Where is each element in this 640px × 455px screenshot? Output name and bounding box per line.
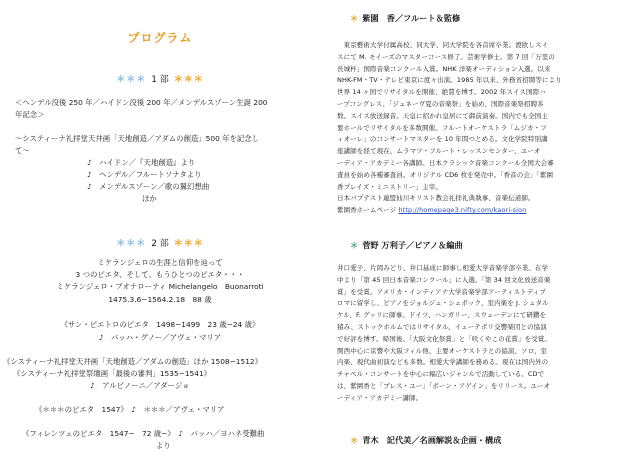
part1-stars-left: ＊＊＊ (116, 75, 147, 85)
bio-line: で好評を博す。帰国後、「大阪文化祭賞」と「咲くやこの花賞」を受賞。 (337, 334, 552, 343)
part2-line: 《サン・ピエトロのピエタ 1498−1499 23 歳−24 歳》 (60, 320, 260, 329)
bio-line: ープコングレス、「ジュネーヴ夏の音楽祭」を始め、国際音楽祭招聘多 (337, 99, 544, 108)
bio-line: 賞」を受賞。アメリカ・インディアナ大学音楽学部アーティストディプ (337, 287, 546, 296)
program-title: プログラム (127, 31, 193, 45)
profile-heading-text: 紫園 香／フルート＆監修 (362, 13, 461, 23)
homepage-link[interactable]: http://homepage3.nifty.com/kaori-sion (398, 206, 527, 215)
part1-line: て〜 (15, 146, 30, 155)
profile-heading-text: 青木 記代美／名画解説＆企画・構成 (362, 435, 502, 445)
bio-line: 要ホールでリサイタルを多数開催。フルートオーケストラ「ムジカ・フ (337, 123, 547, 132)
star-icon: ＊ (350, 435, 359, 445)
part2-stars-left: ＊＊＊ (116, 239, 147, 249)
part2-line: ミケランジェロの生涯と信仰を辿って (97, 258, 223, 267)
profile-heading-kanno (350, 240, 463, 251)
part2-line: 1475.3.6−1564.2.18 88 歳 (108, 295, 212, 304)
bio-line: チャペル・コンサートを中心に幅広いジャンルで活動している。CDで (337, 370, 545, 379)
part2-line: ♪ アルビノーニ／アダージョ (90, 381, 190, 390)
part1-label: 1 部 (151, 75, 169, 85)
bio-line: 関西中心に京響や大阪フィル他、主要オーケストラとの協演、ソロ、室 (337, 346, 548, 355)
part2-stars-right: ＊＊＊ (173, 239, 204, 249)
star-icon: ＊ (350, 240, 359, 250)
bio-line: 内楽、現代曲初演なども多数。相愛大学講師を務める。現在は国内外の (337, 358, 549, 367)
part2-label: 2 部 (151, 239, 169, 249)
homepage-label: 紫園香ホームページ (337, 206, 397, 215)
profile-bio-sion (337, 40, 637, 217)
part1-line: 〜システィーナ礼拝堂天井画「天地創造／アダムの創造」500 年を記念し (15, 134, 260, 143)
part2-heading (0, 236, 320, 249)
part1-line: ♪ メンデルスゾーン／歌の翼幻想曲 (87, 182, 210, 191)
star-icon: ＊ (350, 13, 359, 23)
bio-line: 中より「第 45 回日本音楽コンクール」に入選。「第 34 回文化放送音楽 (337, 275, 551, 284)
right-page (320, 0, 640, 455)
profile-heading-aoki (350, 435, 501, 446)
part1-line: ＜ヘンデル没後 250 年／ハイドン没後 200 年／メンデルスゾーン生誕 200 (15, 98, 268, 107)
bio-line: 香プレイズ・ミニストリー」主宰。 (337, 182, 442, 191)
part2-line: 《システィーナ礼拝堂天井画「天地創造／アダムの創造」ほか 1508−1512》 (3, 357, 263, 366)
part2-line: ♪ バッハ・グノー／アヴェ・マリア (98, 333, 222, 342)
bio-line: 査員を始め各種審査員。オリジナル CD6 枚を発売中。「香音の会」「紫園 (337, 170, 554, 179)
bio-line: ロマに留学し、ピアノをジョルジュ・シェボック、室内楽を J. シュタル (337, 299, 549, 308)
part1-line: ♪ ヘンデル／フルートソナタより (87, 170, 202, 179)
profile-heading-sion (350, 13, 460, 24)
bio-line: 積み、ストックホルムではリサイタル、イェーテボリ交響楽団との協演 (337, 322, 547, 331)
part2-line: 《システィーナ礼拝堂祭壇画「最後の審判」1535−1541》 (13, 369, 212, 378)
part2-line: ミケランジェロ・ブオナローティ Michelangelo Buonarroti (56, 282, 264, 291)
part1-heading (0, 72, 320, 85)
bio-line: ィオーレ」のコンサートマスターを 10 年間つとめる。文化学院特別講 (337, 135, 548, 144)
bio-line: ーディア・アカデミー講師。 (337, 393, 423, 402)
bio-line: 井口愛子、片岡みどり、井口基成に師事し相愛大学音楽学部卒業。在学 (337, 264, 549, 272)
bio-line: 座講師を経て現在、ムラマツ・フルート・レッスンセンター、ユーオ (337, 147, 541, 156)
part1-stars-right: ＊＊＊ (173, 75, 204, 85)
part1-line: ほか (142, 194, 157, 203)
bio-line: ーディア・アカデミー各講師。日本クラシック音楽コンクール全国大会審 (337, 158, 554, 167)
profile-heading-text: 菅野 万利子／ピアノ＆編曲 (362, 240, 463, 250)
bio-line: 日本バプテスト連盟仙川キリスト教会礼拝礼典執事、音楽伝道師。 (337, 194, 535, 203)
bio-line: ケル、F. グッリに師事。ドイツ、ハンガリー、スウェーデンにて研鑽を (337, 311, 547, 320)
part2-line: 《フィレンツェのピエタ 1547− 72 歳−》 ♪ バッハ／ヨハネ受難曲 (22, 429, 265, 438)
bio-line: 数。スイス放送録音。天皇に招かれ皇居にて御前演奏。国内でも全国主 (337, 111, 549, 120)
bio-line: スにて M. モイーズのマスターコース修了。芸術学修士。第 7 回「万里の (337, 52, 555, 61)
bio-line: 長城杯」国際音楽コンクール入賞。NHK 洋楽オーディション入選。以来 (337, 64, 551, 73)
profile-bio-kanno (337, 263, 637, 405)
part2-line: 3 つのピエタ、そして、もうひとつのピエタ・・・ (75, 270, 245, 279)
bio-line: は、紫園香と「プレス・ユー」「ボーン・アゲイン」をリリース。ユーオ (337, 381, 551, 390)
part2-line: 《＊＊＊のピエタ 1547》 ♪ ＊＊＊／アヴェ・マリア (35, 405, 225, 414)
part1-line: 年記念＞ (15, 110, 45, 119)
bio-line: 世界 14 ヶ国でリサイタルを開催、絶賛を博す。2002 年スイス国際ハ (337, 88, 546, 97)
part1-line: ♪ ハイドン／『天地創造』より (87, 158, 196, 167)
bio-line: NHK-FM・TV・テレビ東京に度々出演。1985 年以来、外務省招聘等により (337, 76, 562, 85)
part2-line: より (156, 441, 171, 450)
homepage-line (337, 205, 637, 217)
bio-line: 東京藝術大学付属高校、同大学、同大学院を各首席卒業。渡欧しスイ (337, 41, 549, 49)
